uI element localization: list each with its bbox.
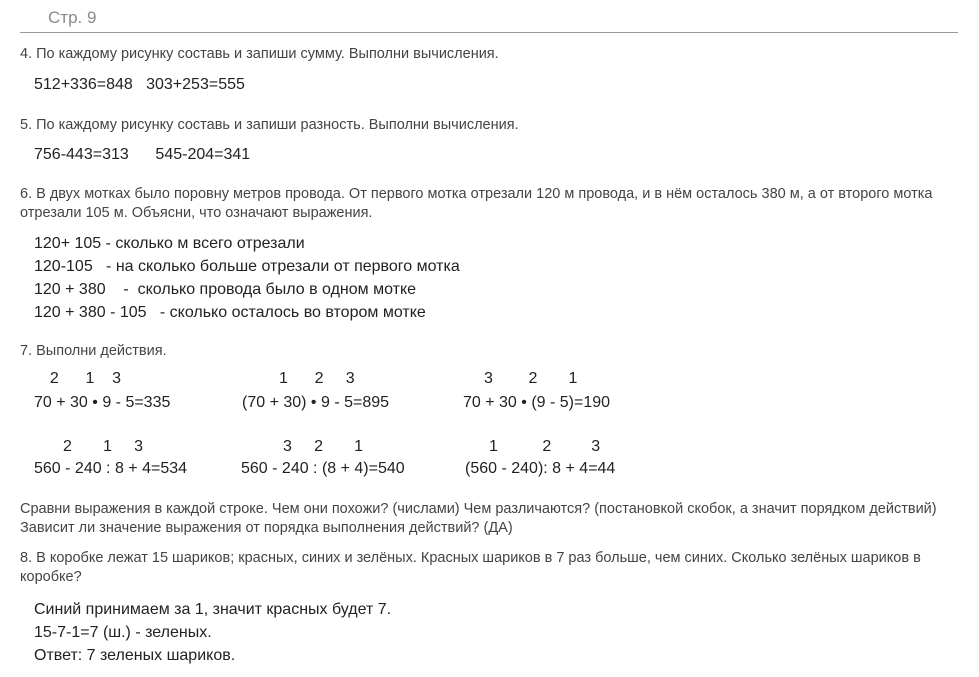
task6-line: 120+ 105 - сколько м всего отрезали (34, 235, 305, 252)
page-header (20, 0, 958, 33)
task8-question: 8. В коробке лежат 15 шариков; красных, синих и зелёных. Красных шариков в 7 раз больше, чем синих. Сколько зелёных шариков в коробке? (20, 550, 921, 585)
task4-question: 4. По каждому рисунку составь и запиши сумму. Выполни вычисления. (20, 46, 499, 62)
task6-line: 120-105 - на сколько больше отрезали от первого мотка (34, 258, 460, 275)
task4-answer: 512+336=848 303+253=555 (34, 76, 245, 93)
task7-question: 7. Выполни действия. (20, 343, 167, 359)
task7-compare-text: Сравни выражения в каждой строке. Чем они похожи? (числами) Чем различаются? (постановкой скобок, а значит порядком действий) Зависит ли значение выражения от порядка выполнения действий? (ДА) (20, 501, 937, 536)
task8-line: Синий принимаем за 1, значит красных будет 7. (34, 601, 392, 618)
action-order-numbers: 1 2 3 (279, 370, 355, 387)
page-number-label: Стр. 9 (48, 8, 97, 27)
expression: 560 - 240 : 8 + 4=534 (34, 460, 188, 477)
action-order-numbers: 2 1 3 (41, 370, 122, 387)
action-order-numbers: 3 2 1 (484, 370, 578, 387)
action-order-numbers: 1 2 3 (489, 438, 601, 455)
task5-question: 5. По каждому рисунку составь и запиши разность. Выполни вычисления. (20, 117, 519, 133)
action-order-numbers: 2 1 3 (63, 438, 144, 455)
expression: (560 - 240): 8 + 4=44 (465, 460, 616, 477)
expression: 560 - 240 : (8 + 4)=540 (241, 460, 405, 477)
task6-question: 6. В двух мотках было поровну метров провода. От первого мотка отрезали 120 м провода, и в нём осталось 380 м, а от второго мотка отрезали 105 м. Объясни, что означают выражения. (20, 186, 933, 221)
expression: (70 + 30) • 9 - 5=895 (242, 394, 390, 411)
task5-answer: 756-443=313 545-204=341 (34, 146, 251, 163)
task8-line: 15-7-1=7 (ш.) - зеленых. (34, 624, 212, 641)
task6-line: 120 + 380 - сколько провода было в одном мотке (34, 281, 417, 298)
task8-line: Ответ: 7 зеленых шариков. (34, 647, 236, 664)
task6-line: 120 + 380 - 105 - сколько осталось во втором мотке (34, 304, 426, 321)
expression: 70 + 30 • 9 - 5=335 (34, 394, 171, 411)
action-order-numbers: 3 2 1 (283, 438, 364, 455)
expression: 70 + 30 • (9 - 5)=190 (463, 394, 611, 411)
